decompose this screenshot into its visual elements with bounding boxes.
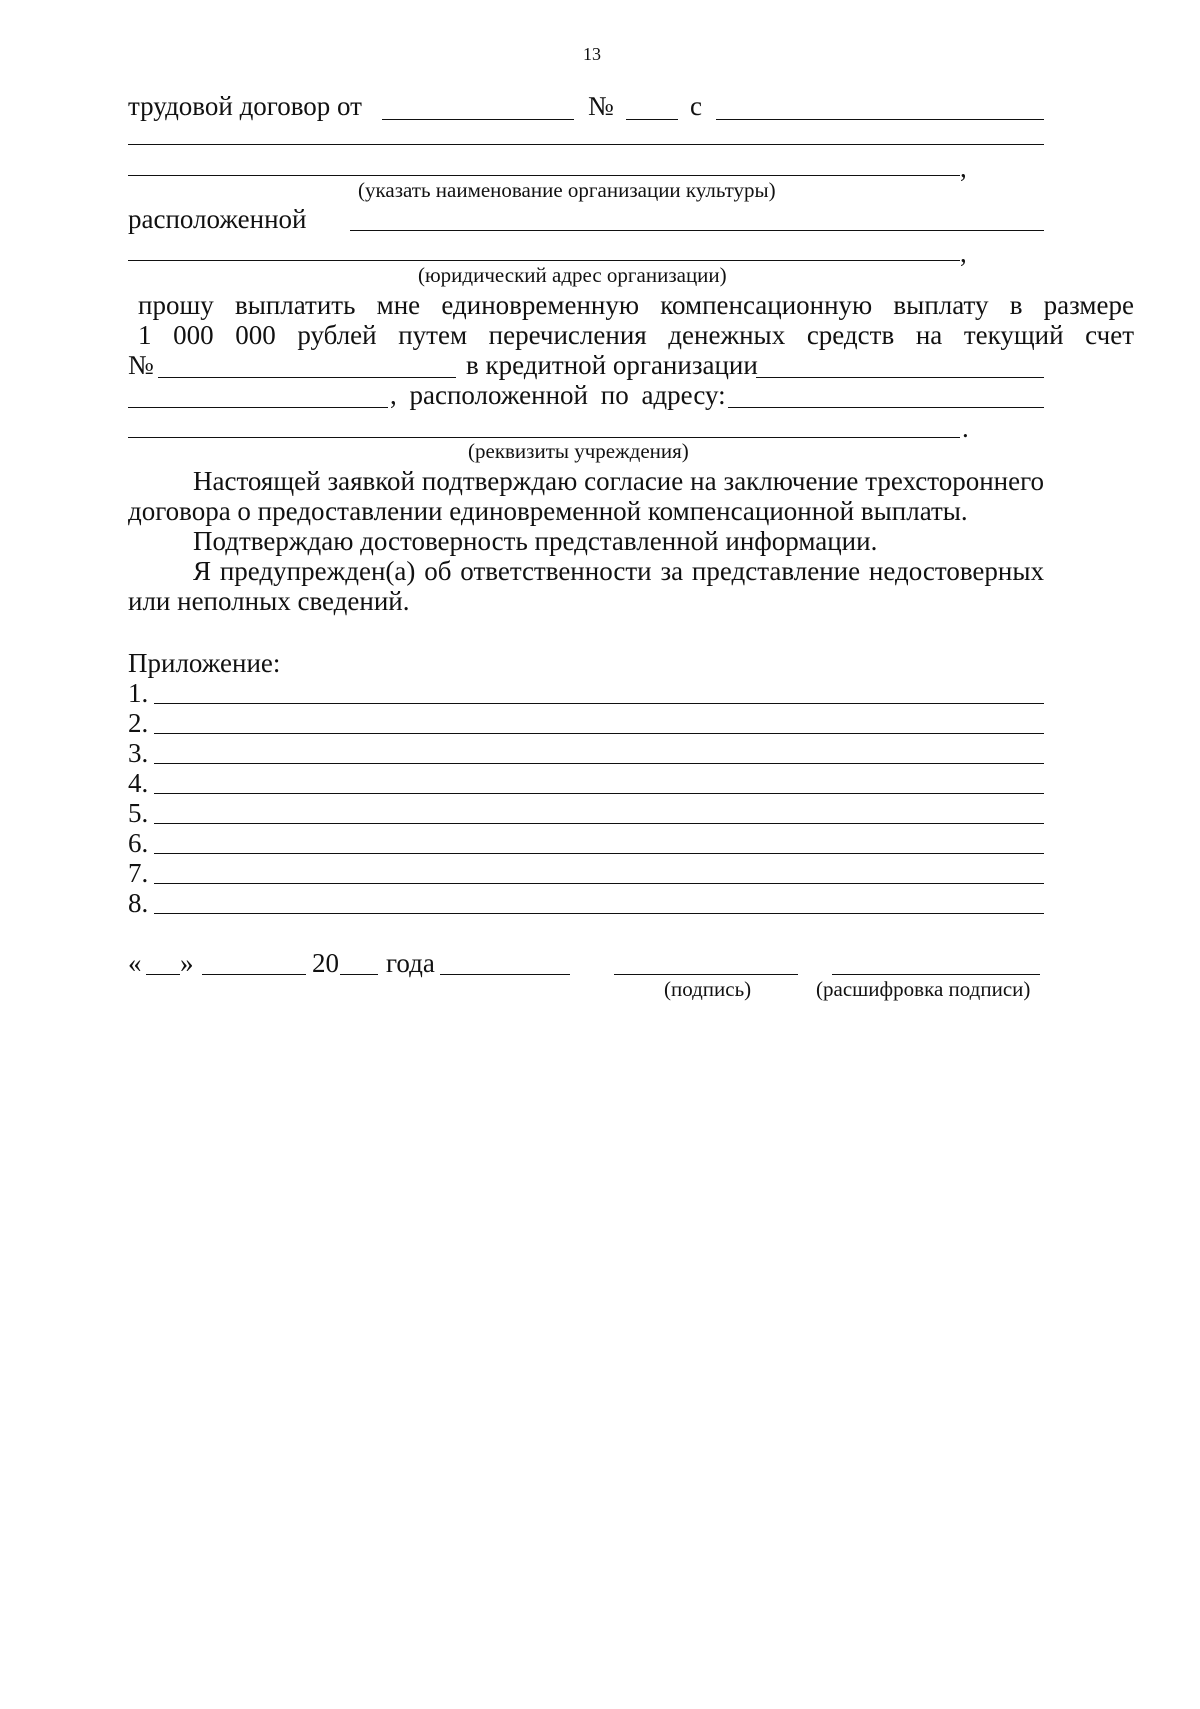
attachment-field-5[interactable] [154, 823, 1044, 824]
month-field[interactable] [202, 974, 306, 975]
address-caption: (юридический адрес организации) [418, 263, 727, 287]
requisites-caption: (реквизиты учреждения) [468, 439, 689, 463]
attachment-field-1[interactable] [154, 703, 1044, 704]
contract-number-sign: № [588, 91, 614, 121]
contract-date-field[interactable] [382, 119, 574, 120]
attachments-title: Приложение: [128, 648, 281, 678]
warning-line-2: или неполных сведений. [128, 586, 410, 616]
warning-line-1: Я предупрежден(а) об ответственности за представление недостоверных [193, 556, 1044, 586]
attachment-field-7[interactable] [154, 883, 1044, 884]
attachment-field-2[interactable] [154, 733, 1044, 734]
attachment-number-7: 7. [128, 858, 149, 888]
credit-org-label: в кредитной организации [466, 350, 758, 380]
attachment-number-3: 3. [128, 738, 149, 768]
attachment-number-4: 4. [128, 768, 149, 798]
date-extra-field[interactable] [440, 974, 570, 975]
consent-line-1: Настоящей заявкой подтверждаю согласие на заключение трехстороннего [193, 466, 1044, 496]
attachment-field-6[interactable] [154, 853, 1044, 854]
year-field[interactable] [340, 974, 378, 975]
attachment-number-8: 8. [128, 888, 149, 918]
credit-org-field-2[interactable] [128, 407, 388, 408]
address-field-1[interactable] [350, 230, 1044, 231]
attachment-field-4[interactable] [154, 793, 1044, 794]
located-label: расположенной [128, 204, 307, 234]
org-name-caption: (указать наименование организации культуры) [358, 178, 776, 202]
contract-prefix: трудовой договор от [128, 91, 362, 121]
contract-with-label: с [690, 91, 702, 121]
contract-org-field-1[interactable] [716, 119, 1044, 120]
credit-org-field[interactable] [756, 377, 1044, 378]
year-word: года [386, 948, 435, 978]
org-name-field-2[interactable] [128, 144, 1044, 145]
page-number: 13 [583, 44, 601, 64]
request-line-1: прошу выплатить мне единовременную компенсационную выплату в размере [138, 290, 1134, 320]
attachment-field-3[interactable] [154, 763, 1044, 764]
request-line-2: 1 000 000 рублей путем перечисления денежных средств на текущий счет [138, 320, 1134, 350]
year-prefix: 20 [312, 948, 339, 978]
consent-line-2: договора о предоставлении единовременной компенсационной выплаты. [128, 496, 968, 526]
attachment-field-8[interactable] [154, 913, 1044, 914]
address-field-2[interactable] [128, 260, 960, 261]
address-comma: , [960, 238, 967, 268]
attachment-number-5: 5. [128, 798, 149, 828]
signature-decode-field[interactable] [832, 974, 1040, 975]
located-at-label: , расположенной по адресу: [390, 380, 726, 410]
account-number-field[interactable] [158, 377, 456, 378]
signature-decode-caption: (расшифровка подписи) [816, 977, 1031, 1001]
day-field[interactable] [146, 974, 180, 975]
date-close-quote: » [180, 948, 194, 978]
bank-address-field-1[interactable] [728, 407, 1044, 408]
contract-number-field[interactable] [626, 119, 678, 120]
attachment-number-1: 1. [128, 678, 149, 708]
org-name-comma: , [960, 153, 967, 183]
signature-field[interactable] [614, 974, 798, 975]
date-open-quote: « [128, 948, 142, 978]
account-number-sign: № [128, 350, 154, 380]
attachment-number-2: 2. [128, 708, 149, 738]
org-name-field-3[interactable] [128, 175, 960, 176]
signature-caption: (подпись) [664, 977, 752, 1001]
confirm-text: Подтверждаю достоверность представленной информации. [193, 526, 878, 556]
attachment-number-6: 6. [128, 828, 149, 858]
requisites-period: . [962, 413, 969, 443]
